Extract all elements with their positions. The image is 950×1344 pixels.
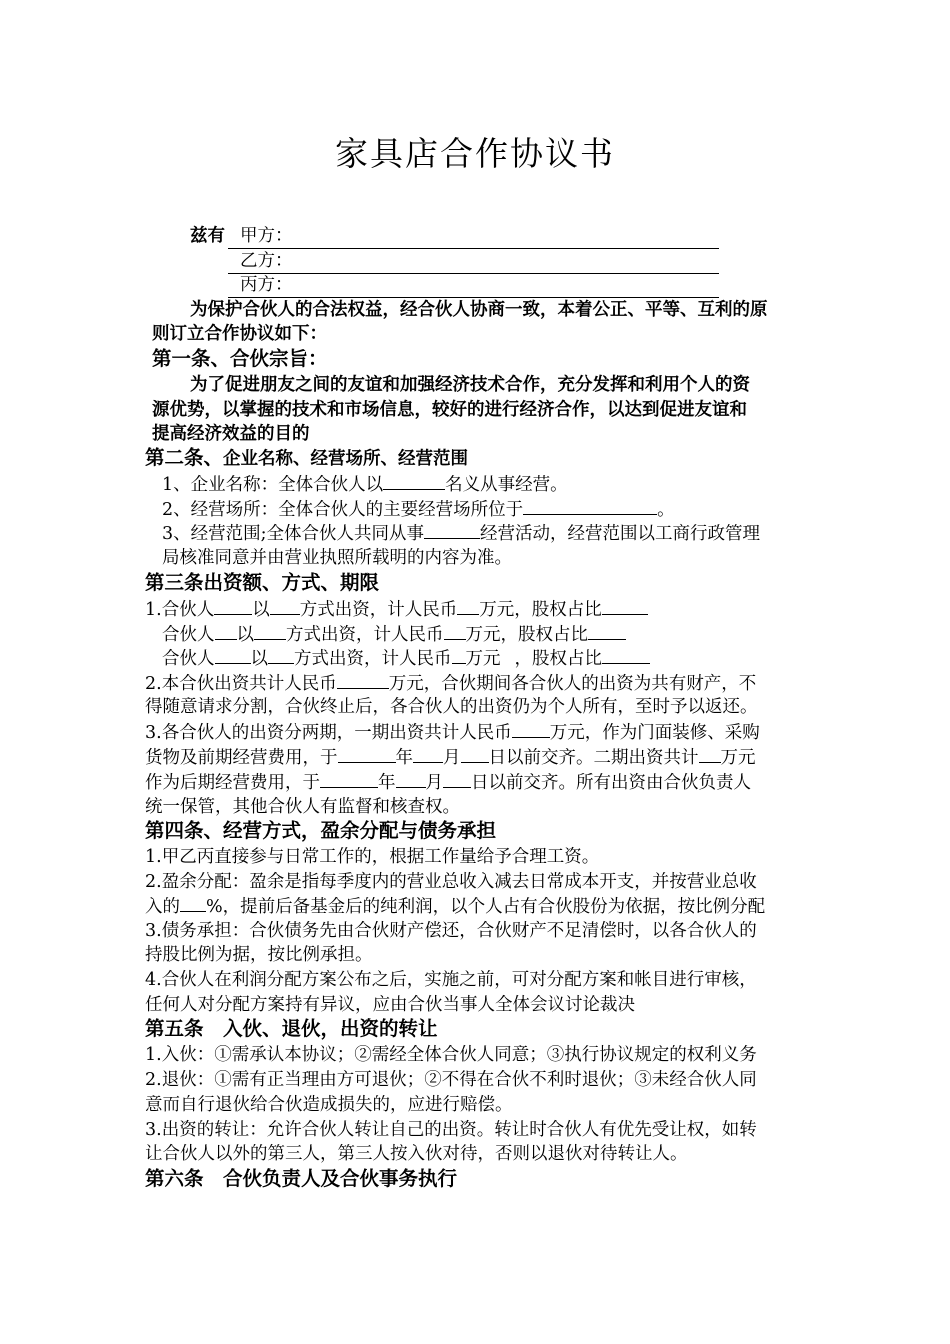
article-1-line-2: 源优势，以掌握的技术和市场信息，较好的进行经济合作，以达到促进友谊和 [152, 400, 747, 420]
parties-intro: 兹有 [190, 226, 225, 246]
article-2-line-4: 局核准同意并由营业执照所载明的内容为准。 [162, 548, 512, 568]
article-4-line-4: 3.债务承担：合伙债务先由合伙财产偿还，合伙财产不足清偿时，以各合伙人的 [145, 921, 757, 941]
article-3-row-2: 合伙人 以 方式出资，计人民币 万元，股权占比 [162, 622, 626, 647]
article-4-line-3: 入的 %，提前后备基金后的纯利润，以个人占有合伙股份为依据，按比例分配 [145, 894, 765, 919]
article-3-row-1: 1.合伙人 以 方式出资，计人民币 万元，股权占比 [145, 597, 648, 622]
article-4-line-5: 持股比例为据，按比例承担。 [145, 945, 373, 965]
article-5-line-5: 让合伙人以外的第三人，第三人按入伙对待，否则以退伙对待转让人。 [145, 1144, 688, 1164]
preamble-line-1: 为保护合伙人的合法权益，经合伙人协商一致，本着公正、平等、互利的原 [190, 300, 768, 320]
article-2-line-2: 2、经营场所：全体合伙人的主要经营场所位于 。 [162, 497, 675, 522]
article-5-heading: 第五条 入伙、退伙，出资的转让 [145, 1017, 438, 1040]
article-2-line-1: 1、企业名称：全体合伙人以 名义从事经营。 [162, 472, 568, 497]
party-b-line [228, 249, 719, 274]
party-c-line [228, 273, 719, 298]
article-6-heading: 第六条 合伙负责人及合伙事务执行 [145, 1167, 458, 1190]
article-3-para-3-line-1: 3.各合伙人的出资分两期，一期出资共计人民币 万元，作为门面装修、采购 [145, 720, 760, 745]
article-4-heading: 第四条、经营方式，盈余分配与债务承担 [145, 819, 497, 842]
party-c-field: 丙方： [228, 273, 719, 298]
party-a-line [228, 224, 719, 249]
article-5-line-1: 1.入伙：①需承认本协议；②需经全体合伙人同意；③执行协议规定的权利义务 [145, 1045, 757, 1065]
article-5-line-2: 2.退伙：①需有正当理由方可退伙；②不得在合伙不利时退伙；③未经合伙人同 [145, 1070, 757, 1090]
article-4-line-7: 任何人对分配方案持有异议，应由合伙当事人全体会议讨论裁决 [145, 995, 635, 1015]
article-3-para-3-line-4: 统一保管，其他合伙人有监督和核查权。 [145, 797, 460, 817]
article-5-line-3: 意而自行退伙给合伙造成损失的，应进行赔偿。 [145, 1095, 513, 1115]
article-1-heading: 第一条、合伙宗旨： [152, 347, 328, 370]
article-3-para-3-line-3: 作为后期经营费用，于 年 月 日以前交齐。所有出资由合伙负责人 [145, 770, 751, 795]
article-4-line-6: 4.合伙人在利润分配方案公布之后，实施之前，可对分配方案和帐目进行审核， [145, 970, 757, 990]
article-2-heading: 第二条、企业名称、经营场所、经营范围 [145, 446, 469, 469]
article-3-row-3: 合伙人 以 方式出资，计人民币 万元 ，股权占比 [162, 646, 650, 671]
article-3-para-3-line-2: 货物及前期经营费用，于 年 月 日以前交齐。二期出资共计 万元 [145, 745, 756, 770]
article-1-line-3: 提高经济效益的目的 [152, 424, 310, 444]
article-2-line-3: 3、经营范围;全体合伙人共同从事 经营活动，经营范围以工商行政管理 [162, 521, 760, 546]
preamble-line-2: 则订立合作协议如下： [152, 324, 327, 344]
party-b-field: 乙方： [228, 249, 719, 274]
article-4-line-2: 2.盈余分配：盈余是指每季度内的营业总收入减去日常成本开支，并按营业总收 [145, 872, 757, 892]
document-title: 家具店合作协议书 [335, 134, 615, 173]
article-3-para-2-line-2: 得随意请求分割，合伙终止后，各合伙人的出资仍为个人所有，至时予以返还。 [145, 697, 758, 717]
article-3-para-2-line-1: 2.本合伙出资共计人民币 万元，合伙期间各合伙人的出资为共有财产，不 [145, 671, 756, 696]
party-a-field: 甲方： [228, 224, 719, 249]
article-4-line-1: 1.甲乙丙直接参与日常工作的，根据工作量给予合理工资。 [145, 847, 600, 867]
article-1-line-1: 为了促进朋友之间的友谊和加强经济技术合作，充分发挥和利用个人的资 [190, 375, 750, 395]
article-5-line-4: 3.出资的转让：允许合伙人转让自己的出资。转让时合伙人有优先受让权，如转 [145, 1120, 757, 1140]
article-3-heading: 第三条出资额、方式、期限 [145, 571, 380, 594]
